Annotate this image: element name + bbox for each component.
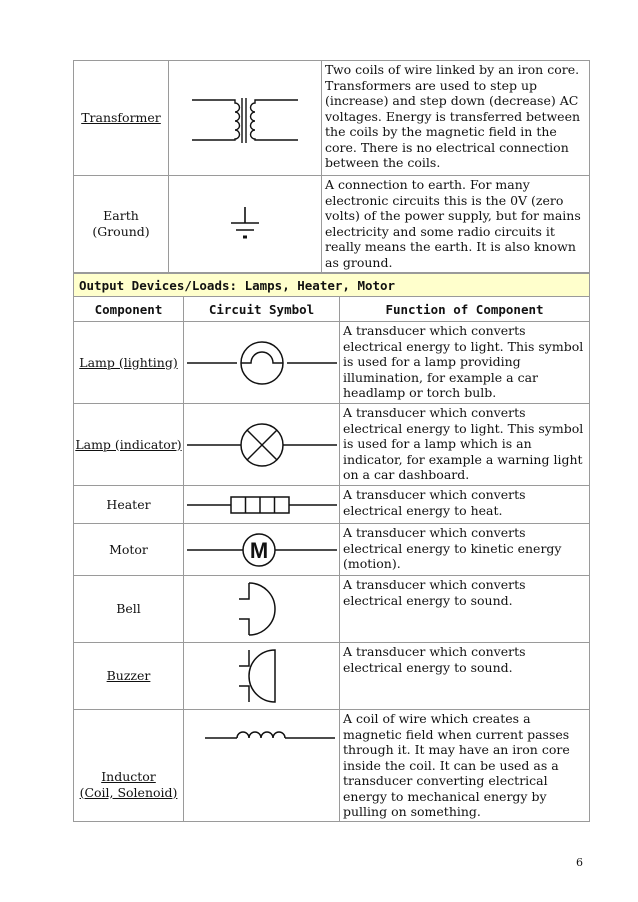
component-name-cell (74, 710, 184, 822)
component-function-cell: A transducer which converts electrical energy to kinetic energy (motion). (340, 524, 590, 576)
table-row (74, 486, 590, 524)
component-function-cell: A connection to earth. For many electronic circuits this is the 0V (zero volts) of the power supply, but for mains electricity and some radio circuits it really means the earth. It is also known as ground. (322, 176, 590, 273)
table-row (74, 404, 590, 486)
component-function-cell: A transducer which converts electrical energy to light. This symbol is used for a lamp which is an indicator, for example a warning light on a car dashboard. (340, 404, 590, 486)
inductor-icon (185, 716, 339, 746)
column-header-function: Function of Component (340, 297, 590, 322)
motor-letter: M (249, 537, 268, 563)
lamp-indicator-symbol (184, 404, 340, 486)
component-function-cell: A coil of wire which creates a magnetic field when current passes through it. It may have an iron core inside the coil. It can be used as a transducer converting electrical energy to mechanical energy by pulling on something. (340, 710, 590, 822)
component-name-cell (74, 61, 169, 176)
component-name-cell (74, 486, 184, 524)
component-function-cell: A transducer which converts electrical energy to heat. (340, 486, 590, 524)
component-name-cell (74, 322, 184, 404)
column-header-row (74, 297, 590, 322)
section-heading-row (74, 274, 590, 297)
table-row (74, 576, 590, 643)
motor-icon (185, 530, 339, 570)
transformer-icon (180, 78, 310, 158)
heater-symbol (184, 486, 340, 524)
component-name-cell (74, 404, 184, 486)
section-heading: Output Devices/Loads: Lamps, Heater, Motor (74, 274, 590, 297)
component-name-heater: Heater (106, 496, 151, 512)
component-function-cell: A transducer which converts electrical energy to sound. (340, 576, 590, 643)
component-name-transformer: Transformer (81, 110, 161, 125)
table-row (74, 710, 590, 822)
page-number: 6 (576, 856, 583, 869)
component-name-earth-alt: (Ground) (92, 224, 150, 239)
buzzer-symbol (184, 643, 340, 710)
buzzer-icon (185, 646, 339, 706)
earth-symbol (169, 176, 322, 273)
component-name-cell (74, 524, 184, 576)
component-function-cell: A transducer which converts electrical energy to sound. (340, 643, 590, 710)
output-devices-table (73, 273, 590, 822)
transformer-symbol (169, 61, 322, 176)
table-row (74, 524, 590, 576)
component-function-cell: A transducer which converts electrical energy to light. This symbol is used for a lamp providing illumination, for example a car headlamp or torch bulb. (340, 322, 590, 404)
component-name-bell: Bell (116, 601, 141, 616)
component-name-inductor-alt: (Coil, Solenoid) (79, 784, 178, 800)
table-row (74, 176, 590, 273)
bell-symbol (184, 576, 340, 643)
lamp-indicator-icon (185, 420, 339, 470)
component-name-lamp-indicator: Lamp (indicator) (75, 436, 182, 452)
component-function-cell: Two coils of wire linked by an iron core. Transformers are used to step up (increase) and step down (decrease) AC voltages. Energy is transferred between the coils by the magnetic field in the core. There is no electrical connection between the coils. (322, 61, 590, 176)
column-header-component: Component (74, 297, 184, 322)
component-name-buzzer: Buzzer (106, 668, 151, 683)
component-name-motor: Motor (109, 541, 148, 557)
table-row (74, 643, 590, 710)
component-name-inductor: Inductor (101, 768, 156, 784)
components-table-continued (73, 60, 590, 273)
earth-ground-icon (215, 199, 275, 249)
table-row (74, 322, 590, 404)
column-header-symbol: Circuit Symbol (184, 297, 340, 322)
component-name-cell (74, 643, 184, 710)
component-name-cell (74, 576, 184, 643)
component-name-cell (74, 176, 169, 273)
inductor-symbol (184, 710, 340, 822)
heater-icon (185, 493, 339, 517)
lamp-lighting-symbol (184, 322, 340, 404)
motor-symbol (184, 524, 340, 576)
table-row (74, 61, 590, 176)
lamp-lighting-icon (185, 338, 339, 388)
component-name-lamp-lighting: Lamp (lighting) (79, 354, 178, 370)
bell-icon (185, 579, 339, 639)
component-name-earth: Earth (103, 208, 139, 223)
